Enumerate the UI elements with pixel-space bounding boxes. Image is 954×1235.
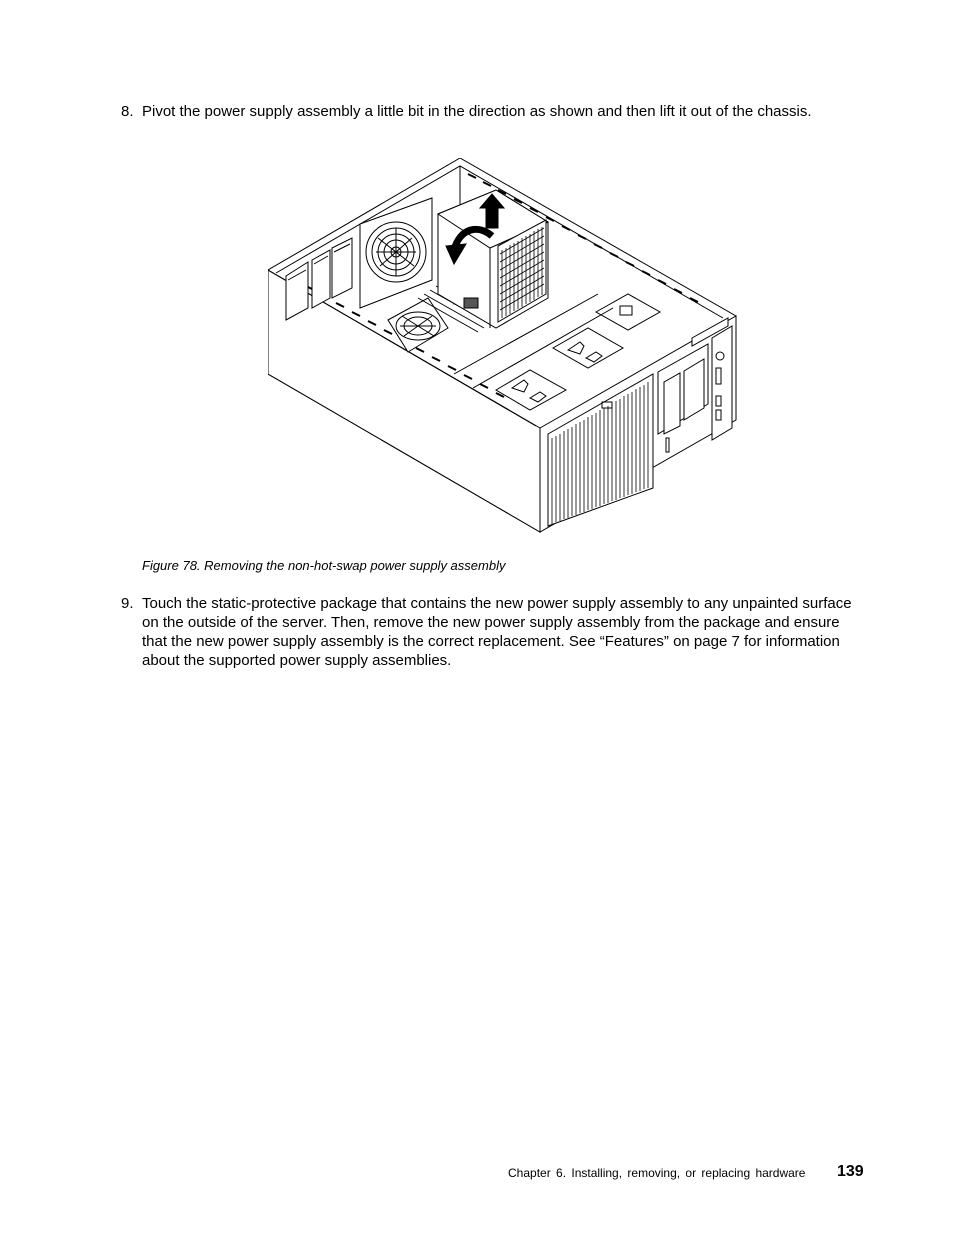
footer-chapter: Chapter 6. Installing, removing, or replacing hardware [508,1166,806,1180]
power-supply-removal-illustration [268,158,738,533]
step-text: Pivot the power supply assembly a little bit in the direction as shown and then lift it out of the chassis. [142,103,812,120]
step-text: Touch the static-protective package that contains the new power supply assembly to any unpainted surface on the outside of the server. Then, remove the new power supply assembly from the package and ensure that the new power supply assembly is the correct replacement. See “Features” on page 7 for information about the supported power supply assemblies. [142,595,852,669]
step-number: 9. [121,595,134,612]
step-number: 8. [121,103,134,120]
page-number: 139 [837,1163,864,1180]
figure-caption: Figure 78. Removing the non-hot-swap power supply assembly [142,558,506,573]
